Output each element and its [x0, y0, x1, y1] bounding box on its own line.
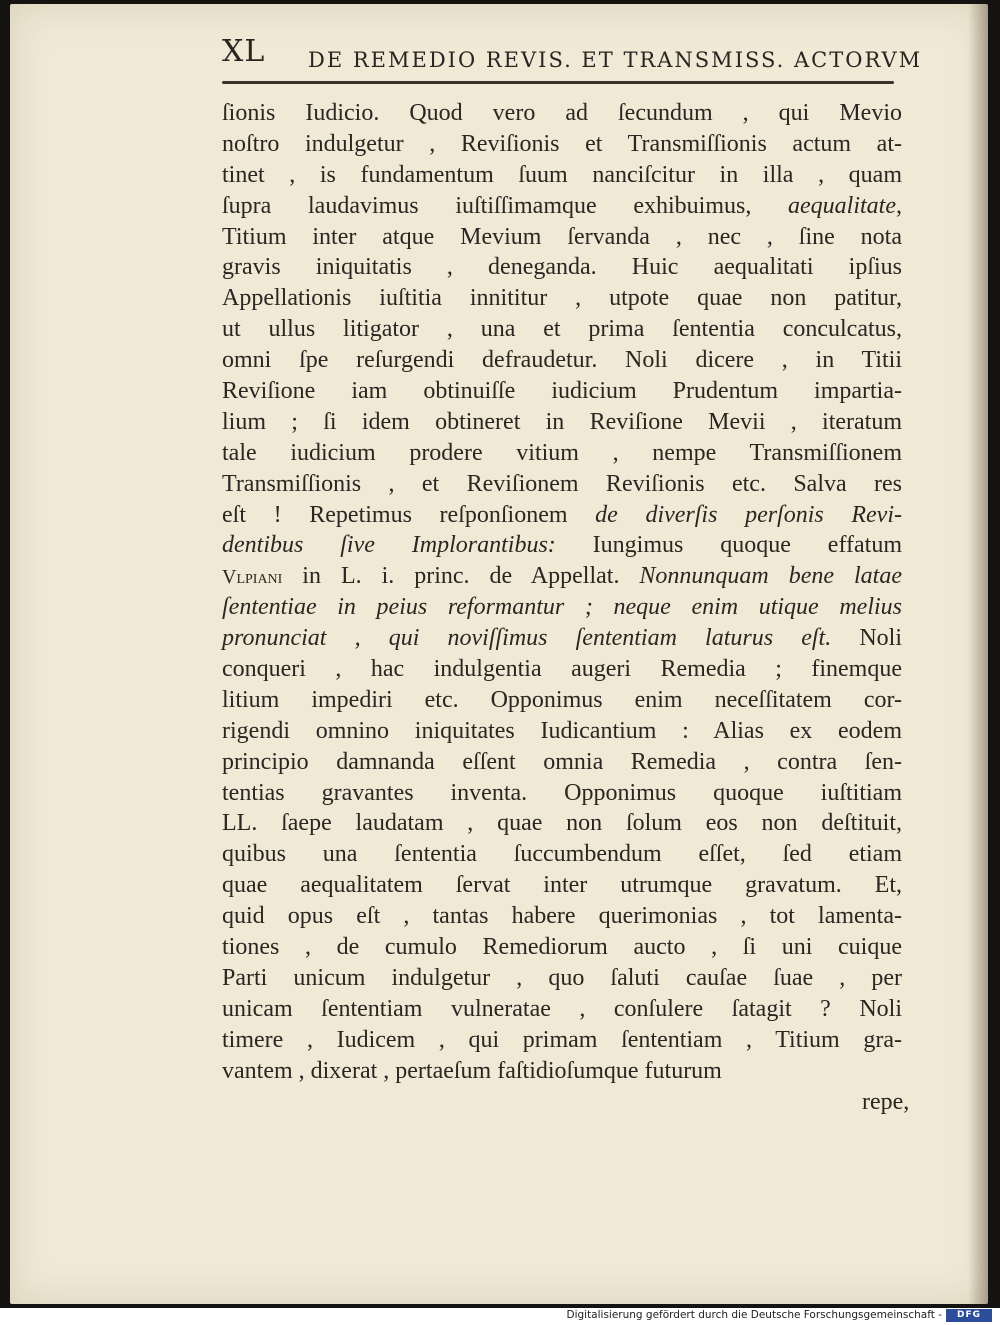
text-segment: eſt ! Repetimus reſponſionem	[222, 501, 596, 528]
text-segment: principio damnanda eſſent omnia Remedia , contra ſen-	[222, 748, 902, 775]
text-segment: Iungimus quoque effatum	[555, 532, 903, 559]
italic-text: de diverſis perſonis Revi-	[595, 501, 902, 528]
text-line	[222, 283, 902, 314]
text-line	[222, 345, 902, 376]
text-line	[222, 376, 902, 407]
text-line	[222, 191, 902, 222]
text-line	[222, 469, 902, 500]
text-segment: ut ullus litigator , una et prima ſententia conculcatus,	[222, 316, 902, 343]
text-line	[222, 530, 902, 561]
text-segment: litium impediri etc. Opponimus enim neceſſitatem cor-	[222, 686, 902, 713]
text-segment: Appellationis iuſtitia innititur , utpote quae non patitur,	[222, 285, 902, 312]
text-line	[222, 654, 902, 685]
page-gutter-shadow	[968, 4, 988, 1304]
text-line	[222, 901, 902, 932]
text-line	[222, 500, 902, 531]
text-segment: tinet , is fundamentum ſuum nanciſcitur in illa , quam	[222, 161, 902, 188]
text-segment: omni ſpe reſurgendi defraudetur. Noli dicere , in Titii	[222, 347, 902, 374]
text-segment: timere , Iudicem , qui primam ſententiam , Titium gra-	[222, 1026, 902, 1053]
dfg-logo: DFG	[946, 1309, 992, 1322]
text-segment: noſtro indulgetur , Reviſionis et Transmiſſionis actum at-	[222, 130, 902, 157]
text-line	[222, 994, 902, 1025]
text-segment: Transmiſſionis , et Reviſionem Reviſionis etc. Salva res	[222, 470, 902, 497]
text-segment: Titium inter atque Mevium ſervanda , nec , ſine nota	[222, 223, 902, 250]
italic-text: Nonnunquam bene latae	[639, 563, 902, 590]
text-line	[222, 438, 902, 469]
body-text	[222, 98, 902, 1087]
text-segment: rigendi omnino iniquitates Iudicantium : Alias ex eodem	[222, 717, 902, 744]
text-segment: tentias gravantes inventa. Opponimus quoque iuſtitiam	[222, 779, 902, 806]
text-line	[222, 160, 902, 191]
funding-credit: Digitalisierung gefördert durch die Deutsche Forschungsgemeinschaft -	[566, 1309, 942, 1321]
text-line	[222, 1025, 902, 1056]
text-line	[222, 407, 902, 438]
text-line	[222, 623, 902, 654]
running-head: DE REMEDIO REVIS. ET TRANSMISS. ACTORVM	[308, 48, 923, 72]
italic-text: dentibus ſive Implorantibus:	[222, 532, 556, 559]
digitization-footer	[0, 1308, 1000, 1325]
text-line	[222, 252, 902, 283]
text-line	[222, 870, 902, 901]
text-line	[222, 222, 902, 253]
text-line	[222, 98, 902, 129]
text-line	[222, 716, 902, 747]
text-segment: quid opus eſt , tantas habere querimonias , tot lamenta-	[222, 903, 902, 930]
text-segment: tale iudicium prodere vitium , nempe Transmiſſionem	[222, 439, 902, 466]
catchword: repe,	[862, 1089, 910, 1115]
text-line	[222, 592, 902, 623]
text-line	[222, 932, 902, 963]
text-segment: conqueri , hac indulgentia augeri Remedia ; finemque	[222, 656, 902, 683]
italic-text: pronunciat , qui noviſſimus ſententiam laturus eſt.	[222, 625, 832, 652]
text-segment: ſupra laudavimus iuſtiſſimamque exhibuimus,	[222, 192, 789, 219]
header-rule	[222, 81, 894, 84]
book-page	[10, 4, 988, 1304]
text-segment: LL. ſaepe laudatam , quae non ſolum eos non deſtituit,	[222, 810, 902, 837]
text-line	[222, 561, 902, 592]
text-line	[222, 129, 902, 160]
italic-text: ſententiae in peius reformantur ; neque enim utique melius	[222, 594, 902, 621]
text-segment: vantem , dixerat , pertaeſum faſtidioſumque futurum	[222, 1057, 722, 1084]
text-line	[222, 747, 902, 778]
italic-text: aequalitate	[788, 192, 896, 219]
text-segment: gravis iniquitatis , deneganda. Huic aequalitati ipſius	[222, 254, 902, 281]
text-line	[222, 778, 902, 809]
text-segment: quibus una ſententia ſuccumbendum eſſet, ſed etiam	[222, 841, 902, 868]
text-line	[222, 685, 902, 716]
text-segment: tiones , de cumulo Remediorum aucto , ſi uni cuique	[222, 934, 902, 961]
small-caps-text: Vlpiani	[222, 566, 283, 589]
text-line	[222, 808, 902, 839]
text-segment: ,	[896, 192, 902, 219]
text-line	[222, 1056, 902, 1087]
page-number: XL	[222, 34, 266, 69]
text-segment: Noli	[831, 625, 903, 652]
text-segment: in L. i. princ. de Appellat.	[282, 563, 640, 590]
text-segment: ſionis Iudicio. Quod vero ad ſecundum , qui Mevio	[222, 100, 902, 126]
text-segment: lium ; ſi idem obtineret in Reviſione Mevii , iteratum	[222, 408, 902, 435]
text-line	[222, 314, 902, 345]
text-segment: Reviſione iam obtinuiſſe iudicium Prudentum impartia-	[222, 378, 902, 405]
text-line	[222, 963, 902, 994]
text-segment: quae aequalitatem ſervat inter utrumque gravatum. Et,	[222, 872, 902, 899]
text-segment: Parti unicum indulgetur , quo ſaluti cauſae ſuae , per	[222, 964, 902, 991]
text-segment: unicam ſententiam vulneratae , conſulere ſatagit ? Noli	[222, 995, 902, 1022]
text-line	[222, 839, 902, 870]
